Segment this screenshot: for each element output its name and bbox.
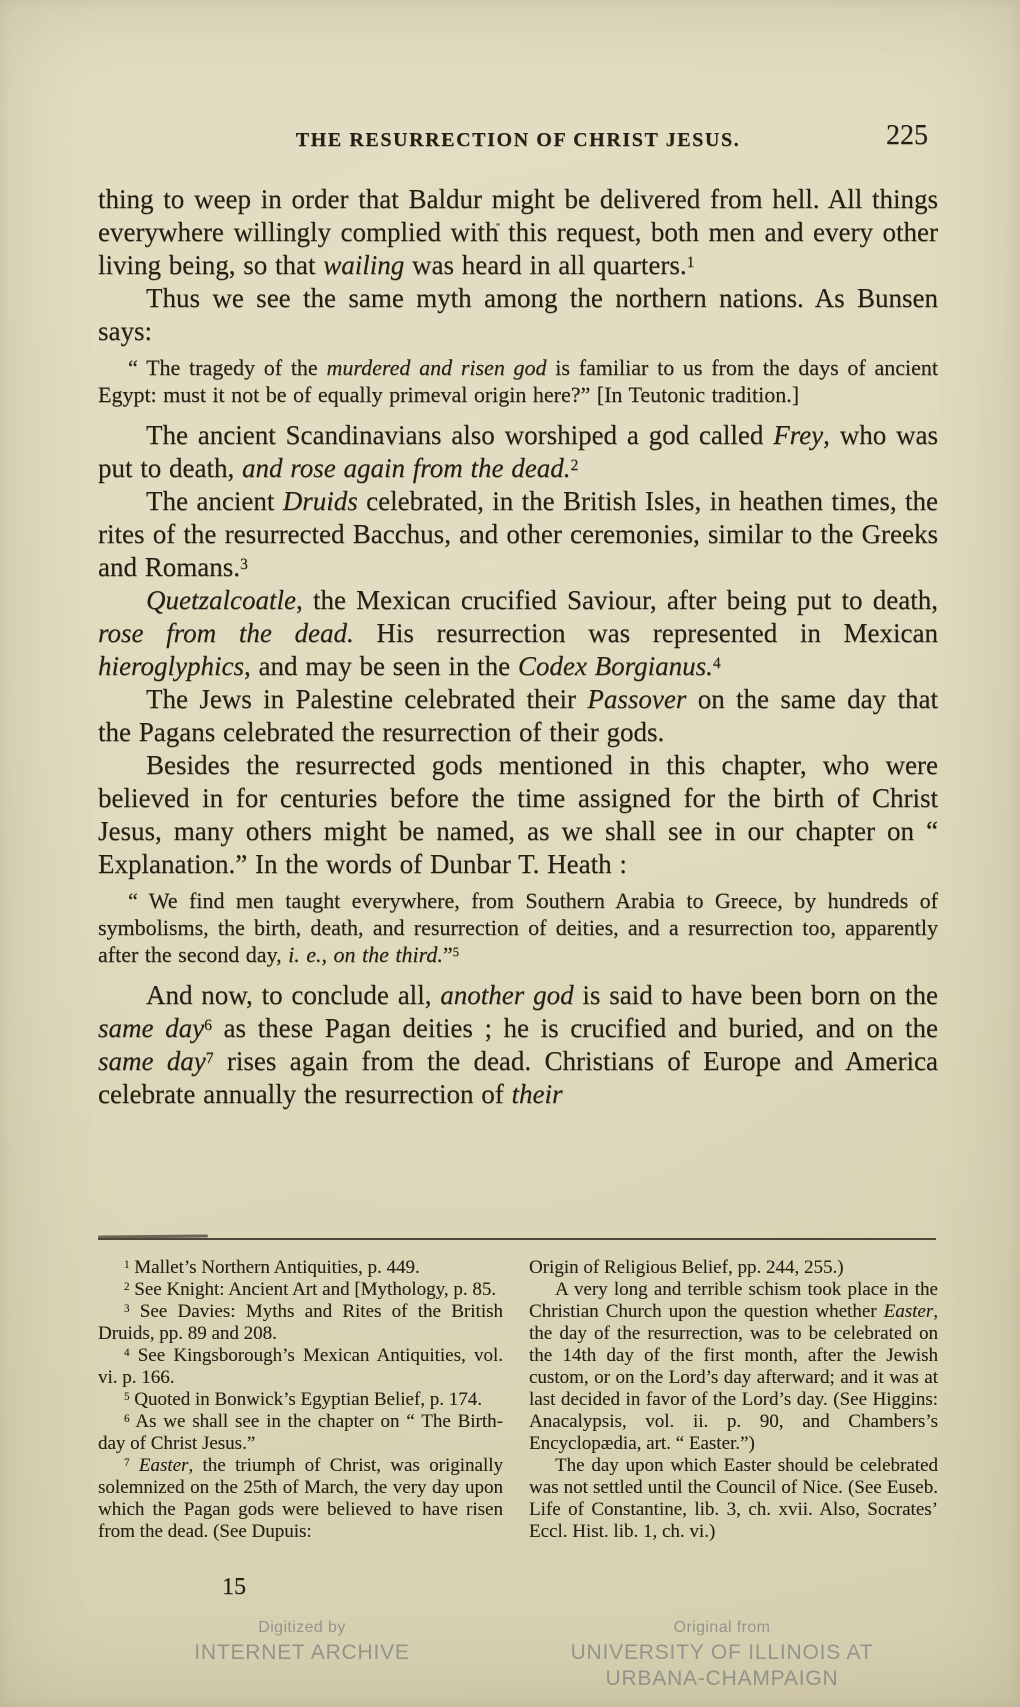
footnote-marker: 2 [124,1281,130,1294]
footnote-marker: 3 [124,1303,130,1316]
signature-mark: 15 [222,1574,246,1600]
footnote: The day upon which Easter should be celebrated was not settled until the Council of Nice. (See Euseb. Life of Constantine, lib. 3, ch. xvii. Also, Socrates’ Eccl. Hist. lib. 1, ch. vi.) [529,1455,938,1542]
footnote-marker: 6 [124,1413,130,1426]
paragraph: thing to weep in order that Baldur might be delivered from hell. All things everywhere willingly complied with this request, both men and every other living being, so that wailing was heard in all quarters.$^1$ [98,184,938,280]
footnote-marker: 5 [124,1391,130,1404]
footnote-marker: 3 [240,555,248,573]
paragraph: Besides the resurrected gods mentioned in this chapter, who were believed in for centuries before the time assigned for the birth of Christ Jesus, many others might be named, as we shall see in our chapter on “ Explanation.” In the words of Dunbar T. Heath : [98,750,938,879]
watermark-internet-archive: INTERNET ARCHIVE [194,1641,410,1664]
footnote-marker: 5 [452,945,459,960]
footnotes-section [98,1257,938,1543]
running-title: THE RESURRECTION OF CHRIST JESUS. [295,129,741,151]
footnote: $^6$ As we shall see in the chapter on “ The Birth-day of Christ Jesus.” [98,1411,503,1454]
footnotes-left-column [98,1257,503,1543]
footnote: $^2$ See Knight: Ancient Art and [Mythology, p. 85. [124,1279,497,1300]
footnote-rule [98,1238,936,1240]
paragraph: And now, to conclude all, another god is said to have been born on the same day$^6$ as these Pagan deities ; he is crucified and buried, and on the same day$^7$ rises again from the dead. Christians of Europe and America celebrate annually the resurrection of their [98,980,939,1109]
footnote-marker: 1 [686,253,695,271]
paragraph: The Jews in Palestine celebrated their Passover on the same day that the Pagans celebrated the resurrection of their gods. [98,684,938,747]
paragraph: Thus we see the same myth among the northern nations. As Bunsen says: [98,283,938,346]
page-number: 225 [886,120,928,151]
footnote-marker: 4 [124,1347,130,1360]
watermark-original-label: Original from [673,1619,771,1636]
block-quote: “ The tragedy of the murdered and risen god is familiar to us from the days of ancient Egypt: must it not be of equally primeval origin here?” [In Teutonic tradition.] [98,355,938,407]
footnote-marker: 2 [570,456,579,474]
footnote-marker: 7 [205,1049,214,1067]
watermark-university-line2: URBANA-CHAMPAIGN [605,1667,839,1690]
watermark-digitized-label: Digitized by [258,1619,346,1636]
watermark-digitized-by [152,1616,452,1666]
footnote: $^7$ Easter, the triumph of Christ, was originally solemnized on the 25th of March, the very day upon which the Pagan gods were believed to have risen from the dead. (See Dupuis: [98,1455,503,1542]
footnote-marker: 7 [124,1457,130,1470]
footnote-marker: 4 [712,654,721,672]
paragraph: Quetzalcoatle, the Mexican crucified Saviour, after being put to death, rose from the dead. His resurrection was represented in Mexican hieroglyphics, and may be seen in the Codex Borgianus.$^4$ [98,585,938,681]
footnote: $^3$ See Davies: Myths and Rites of the British Druids, pp. 89 and 208. [98,1301,503,1344]
footnote-marker: 6 [204,1016,212,1034]
paragraph: The ancient Scandinavians also worshiped a god called Frey, who was put to death, and rose again from the dead.$^2$ [98,420,938,483]
page-header [98,120,938,151]
watermark-original-from [522,1616,922,1692]
footnote: A very long and terrible schism took place in the Christian Church upon the question whether Easter, the day of the resurrection, was to be celebrated on the 14th day of the first month, after the Jewish custom, or on the Lord’s day afterward; and it was at last decided in favor of the Lord’s day. (See Higgins: Anacalypsis, vol. ii. p. 90, and Chambers’s Encyclopædia, art. “ Easter.”) [529,1279,938,1454]
footnotes-right-column [529,1257,938,1543]
paragraph: The ancient Druids celebrated, in the British Isles, in heathen times, the rites of the resurrected Bacchus, and other ceremonies, similar to the Greeks and Romans.$^3$ [98,486,938,582]
watermark-university-line1: UNIVERSITY OF ILLINOIS AT [570,1641,874,1664]
body-text [98,183,938,1111]
footnote: Origin of Religious Belief, pp. 244, 255.) [529,1257,844,1278]
footnote: $^4$ See Kingsborough’s Mexican Antiquities, vol. vi. p. 166. [98,1345,503,1388]
footnote-marker: 1 [124,1259,130,1272]
footnote: $^5$ Quoted in Bonwick’s Egyptian Belief, p. 174. [124,1389,483,1410]
footnote: $^1$ Mallet’s Northern Antiquities, p. 449. [124,1257,420,1278]
block-quote: “ We find men taught everywhere, from Southern Arabia to Greece, by hundreds of symbolisms, the birth, death, and resurrection of deities, and a resurrection too, apparently after the second day, i. e., on the third.”$^5$ [98,888,938,967]
